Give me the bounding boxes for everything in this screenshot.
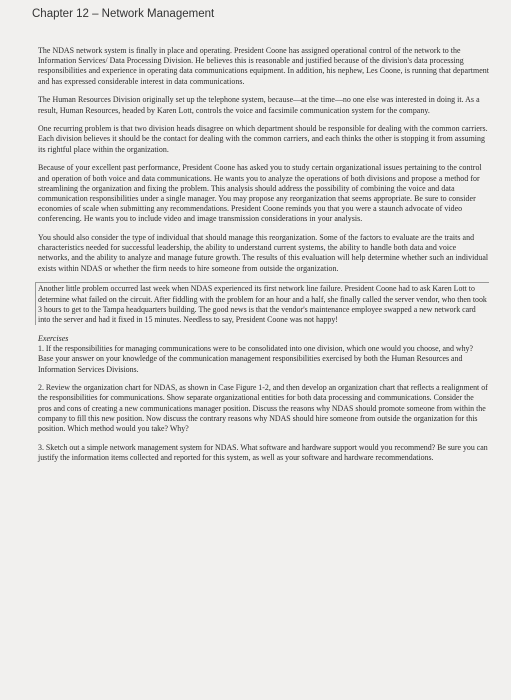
exercises-section: [38, 334, 489, 463]
paragraph-analysis-request: Because of your excellent past performance, President Coone has asked you to study certain organizational issues pertaining to the control and operation of both voice and data communications. He wants you to analyze the operations of both divisions and propose a method for streamlining the organization and fixing the problem. This analysis should address the possibility of combining the voice and data communication responsibilities under a single manager. You may propose any reorganization that seems appropriate. Be sure to consider economies of scale when submitting any recommendations. President Coone reminds you that you were a staunch advocate of video conferencing. He wants you to include video and image transmission considerations in your analysis.: [38, 163, 482, 224]
paragraph-network-control: The NDAS network system is finally in place and operating. President Coone has assigned operational control of the network to the Information Services/ Data Processing Division. He believes this is reasonable and justified because of the division's data processing responsibilities and experience in operating data communications equipment. In addition, his nephew, Les Coone, is running that department and has expressed considerable interest in data communications.: [38, 46, 490, 86]
paragraph-line-failure: Another little problem occurred last week when NDAS experienced its first network line failure. President Coone had to ask Karen Lott to determine what failed on the circuit. After fiddling with the problem for an hour and a half, she finally called the server vendor, who then took 3 hours to get to the Tampa headquarters building. The good news is that the vendor's maintenance employee swapped a new network card into the server and had it fixed in 15 minutes. Needless to say, President Coone was not happy!: [35, 282, 489, 325]
paragraph-manager-type: You should also consider the type of individual that should manage this reorganization. Some of the factors to evaluate are the traits and characteristics needed for successful leadership, the ability to understand current systems, the ability to handle both data and voice networks, and the ability to analyze and manage future growth. The results of this evaluation will help determine whether such an individual exists within NDAS or whether the firm needs to hire someone from outside the organization.: [38, 233, 489, 273]
exercise-item-2: 2. Review the organization chart for NDAS, as shown in Case Figure 1-2, and then develop an organization chart that reflects a realignment of the responsibilities for communications. Show separate organizational entities for both data processing and communications. Consider the pros and cons of creating a new communications manager position. Discuss the reasons why NDAS should promote someone from within the company to fill this new position. Now discuss the contrary reasons why NDAS should hire someone from outside the organization for this position. Which method would you take? Why?: [38, 383, 488, 434]
paragraph-carrier-dispute: One recurring problem is that two division heads disagree on which department should be responsible for dealing with the common carriers. Each division believes it should be the contact for dealing with the common carriers, and each thinks the other is stopping it from assuming its rightful place within the organization.: [38, 124, 488, 154]
chapter-title: Chapter 12 – Network Management: [32, 8, 215, 20]
exercise-item-3: 3. Sketch out a simple network management system for NDAS. What software and hardware support would you recommend? Be sure you can justify the information items collected and reported for this system, as well as your software and hardware recommendations.: [38, 442, 488, 462]
exercises-heading: Exercises: [38, 334, 69, 344]
paragraph-human-resources: The Human Resources Division originally set up the telephone system, because—at the time—no one else was interested in doing it. As a result, Human Resources, headed by Karen Lott, controls the voice and facsimile communication system for the company.: [38, 95, 480, 115]
exercise-item-1: 1. If the responsibilities for managing communications were to be consolidated into one division, which one would you choose, and why? Base your answer on your knowledge of the communication management responsibilities exercised by both the Human Resources and Information Services Divisions.: [38, 344, 473, 374]
